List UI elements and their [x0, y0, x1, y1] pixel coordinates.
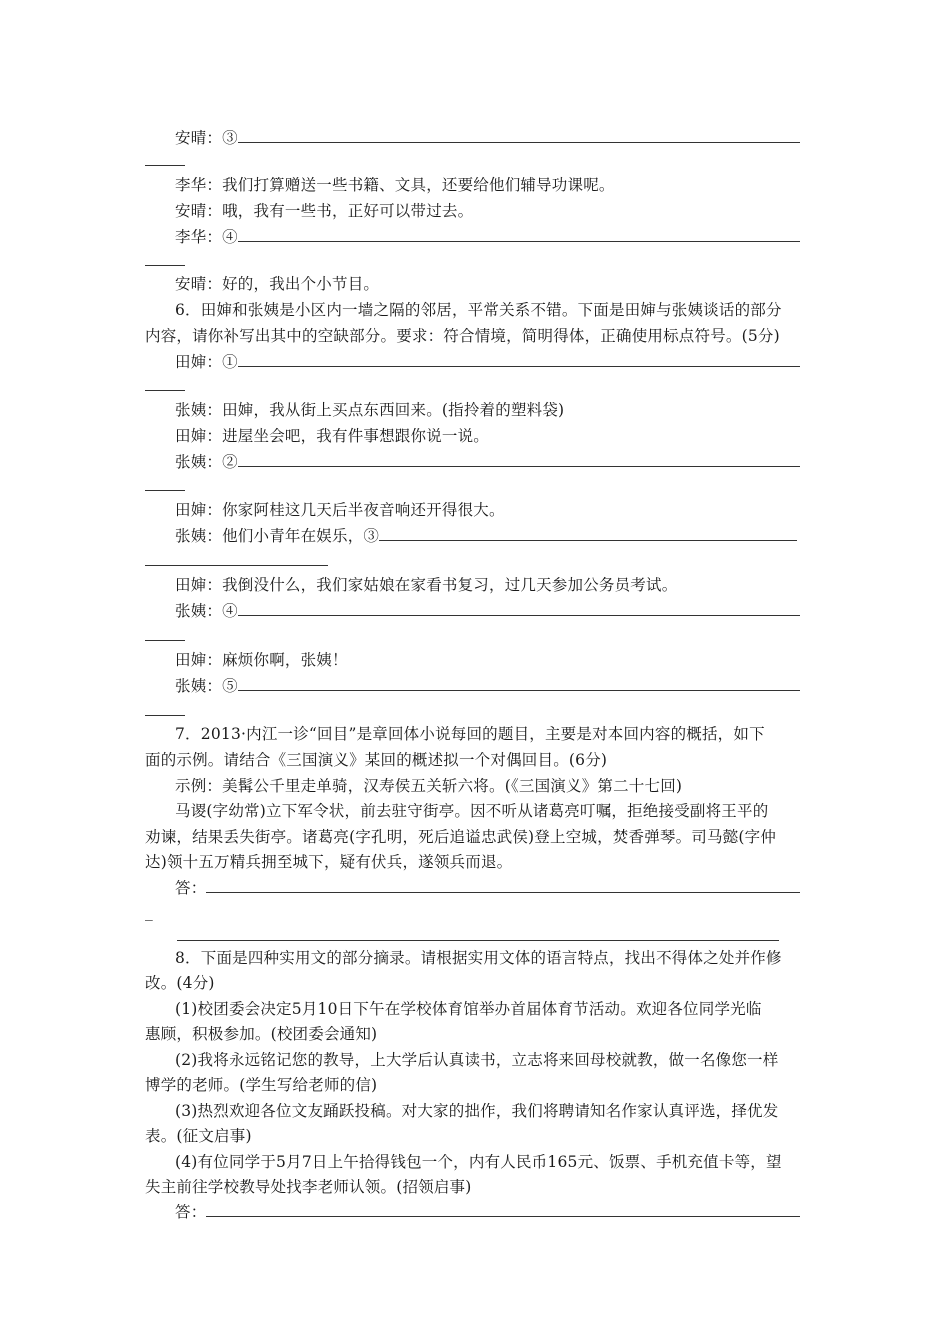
dialogue-line: 田婶：麻烦你啊，张姨！	[175, 651, 348, 669]
dialogue-line: 田婶：进屋坐会吧，我有件事想跟你说一说。	[175, 427, 490, 445]
answer-blank-continuation[interactable]	[145, 565, 328, 566]
question-8-item: 博学的老师。(学生写给老师的信)	[145, 1076, 378, 1094]
answer-blank-continuation[interactable]	[145, 640, 185, 641]
answer-line: 答：	[175, 1201, 800, 1223]
dialogue-line: 李华：④	[175, 226, 800, 248]
answer-blank[interactable]	[238, 675, 800, 691]
answer-blank-continuation[interactable]	[145, 490, 185, 491]
question-8-stem: 改。(4分)	[145, 974, 215, 992]
dialogue-line: 田婶：你家阿桂这几天后半夜音响还开得很大。	[175, 501, 505, 519]
question-7-passage: 达)领十五万精兵拥至城下，疑有伏兵，遂领兵而退。	[145, 853, 513, 871]
answer-blank[interactable]	[206, 1201, 800, 1217]
question-7-passage: 劝谏，结果丢失街亭。诸葛亮(字孔明，死后追谥忠武侯)登上空城，焚香弹琴。司马懿(字仲	[145, 828, 777, 846]
answer-blank[interactable]	[238, 226, 800, 242]
question-6-stem: 6．田婶和张姨是小区内一墙之隔的邻居，平常关系不错。下面是田婶与张姨谈话的部分	[175, 301, 782, 319]
question-8-item: 惠顾，积极参加。(校团委会通知)	[145, 1025, 378, 1043]
dialogue-line: 安晴：好的，我出个小节目。	[175, 275, 380, 293]
question-8-item: (1)校团委会决定5月10日下午在学校体育馆举办首届体育节活动。欢迎各位同学光临	[175, 1000, 762, 1018]
dialogue-line: 张姨：④	[175, 600, 800, 622]
answer-blank[interactable]	[238, 351, 800, 367]
answer-underscore: _	[145, 903, 153, 921]
question-8-item: 表。(征文启事)	[145, 1127, 252, 1145]
dialogue-line: 田婶：我倒没什么，我们家姑娘在家看书复习，过几天参加公务员考试。	[175, 576, 678, 594]
question-8-item: (2)我将永远铭记您的教导，上大学后认真读书，立志将来回母校就教，做一名像您一样	[175, 1051, 779, 1069]
answer-blank[interactable]	[238, 451, 800, 467]
answer-blank[interactable]	[206, 877, 800, 893]
question-8-item: (4)有位同学于5月7日上午拾得钱包一个，内有人民币165元、饭票、手机充值卡等，望	[175, 1153, 782, 1171]
answer-blank-continuation[interactable]	[145, 715, 185, 716]
answer-blank-continuation[interactable]	[145, 165, 185, 166]
answer-line: 答：	[175, 877, 800, 899]
dialogue-line: 田婶：①	[175, 351, 800, 373]
dialogue-line: 张姨：他们小青年在娱乐，③	[175, 525, 797, 547]
question-6-stem: 内容，请你补写出其中的空缺部分。要求：符合情境，简明得体，正确使用标点符号。(5分)	[145, 327, 780, 345]
question-7-passage: 马谡(字幼常)立下军令状，前去驻守街亭。因不听从诸葛亮叮嘱，拒绝接受副将王平的	[175, 802, 769, 820]
dialogue-line: 张姨：田婶，我从街上买点东西回来。(指拎着的塑料袋)	[175, 401, 565, 419]
dialogue-line: 李华：我们打算赠送一些书籍、文具，还要给他们辅导功课呢。	[175, 176, 615, 194]
question-7-example: 示例：美髯公千里走单骑，汉寿侯五关斩六将。(《三国演义》第二十七回)	[175, 777, 683, 795]
dialogue-line: 张姨：②	[175, 451, 800, 473]
answer-blank-continuation[interactable]	[145, 390, 185, 391]
question-7-stem: 面的示例。请结合《三国演义》某回的概述拟一个对偶回目。(6分)	[145, 751, 608, 769]
answer-blank[interactable]	[177, 940, 779, 941]
answer-blank[interactable]	[238, 600, 800, 616]
dialogue-line: 安晴：③	[175, 127, 800, 149]
question-8-item: (3)热烈欢迎各位文友踊跃投稿。对大家的拙作，我们将聘请知名作家认真评选，择优发	[175, 1102, 779, 1120]
dialogue-line: 张姨：⑤	[175, 675, 800, 697]
dialogue-line: 安晴：哦，我有一些书，正好可以带过去。	[175, 202, 474, 220]
question-7-stem: 7．2013·内江一诊“回目”是章回体小说每回的题目，主要是对本回内容的概括，如下	[175, 725, 765, 743]
answer-blank-continuation[interactable]	[145, 265, 185, 266]
answer-blank[interactable]	[379, 525, 797, 541]
answer-blank[interactable]	[238, 127, 800, 143]
question-8-item: 失主前往学校教导处找李老师认领。(招领启事)	[145, 1178, 472, 1196]
question-8-stem: 8．下面是四种实用文的部分摘录。请根据实用文体的语言特点，找出不得体之处并作修	[175, 949, 782, 967]
